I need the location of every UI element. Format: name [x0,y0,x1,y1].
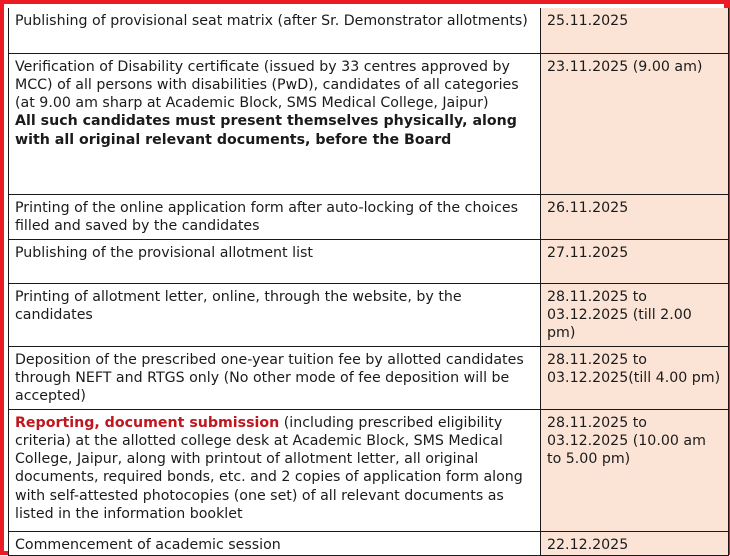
event-cell [9,531,541,555]
event-cell [9,283,541,346]
event-text: Printing of allotment letter, online, through the website, by the candidates [15,288,462,323]
event-highlight-text: Reporting, document submission [15,414,280,431]
date-text: 25.11.2025 [547,13,629,29]
date-cell [541,53,729,194]
date-text: 28.11.2025 to 03.12.2025(till 4.00 pm) [547,351,721,386]
event-cell [9,346,541,409]
table-row [9,531,729,555]
event-text: Deposition of the prescribed one-year tuition fee by allotted candidates through NEFT and RTGS only (No other mode of fee deposition will be accepted) [15,351,524,405]
table-row [9,194,729,239]
date-cell [541,346,729,409]
date-cell [541,8,729,53]
date-text: 22.12.2025 [547,536,629,553]
table-row [9,346,729,409]
event-text: Publishing of the provisional allotment list [15,244,313,261]
event-text: Printing of the online application form after auto-locking of the choices filled and saved by the candidates [15,199,518,234]
date-text: 26.11.2025 [547,199,629,216]
event-cell [9,409,541,531]
date-cell [541,239,729,283]
event-text: Verification of Disability certificate (issued by 33 centres approved by MCC) of all persons with disabilities (PwD), candidates of all categories (at 9.00 am sharp at Academic Block, SMS Medical College, Jaipur) [15,58,519,112]
date-cell [541,194,729,239]
event-text: Publishing of provisional seat matrix (after Sr. Demonstrator allotments) [15,13,528,29]
date-text: 23.11.2025 (9.00 am) [547,58,703,75]
table-row [9,283,729,346]
table-row [9,8,729,53]
table-row [9,239,729,283]
event-note-bold: All such candidates must present themselves physically, along with all original relevant documents, before the Board [15,113,517,148]
date-text: 27.11.2025 [547,244,629,261]
date-text: 28.11.2025 to 03.12.2025 (till 2.00 pm) [547,288,692,342]
date-cell [541,283,729,346]
event-text: (including prescribed eligibility criteria) at the allotted college desk at Academic Block, SMS Medical College, Jaipur, along with printout of allotment letter, all original documents, required bonds, etc. and 2 copies of application form along with self-attested photocopies (one set) of all relevant documents as listed in the information booklet [15,414,523,522]
counselling-schedule-table [8,8,729,556]
date-cell [541,409,729,531]
date-cell [541,531,729,555]
event-cell [9,239,541,283]
event-cell [9,8,541,53]
event-cell [9,194,541,239]
table-row [9,53,729,194]
date-text: 28.11.2025 to 03.12.2025 (10.00 am to 5.00 pm) [547,414,706,468]
event-cell [9,53,541,194]
event-text: Commencement of academic session [15,536,281,553]
table-row [9,409,729,531]
